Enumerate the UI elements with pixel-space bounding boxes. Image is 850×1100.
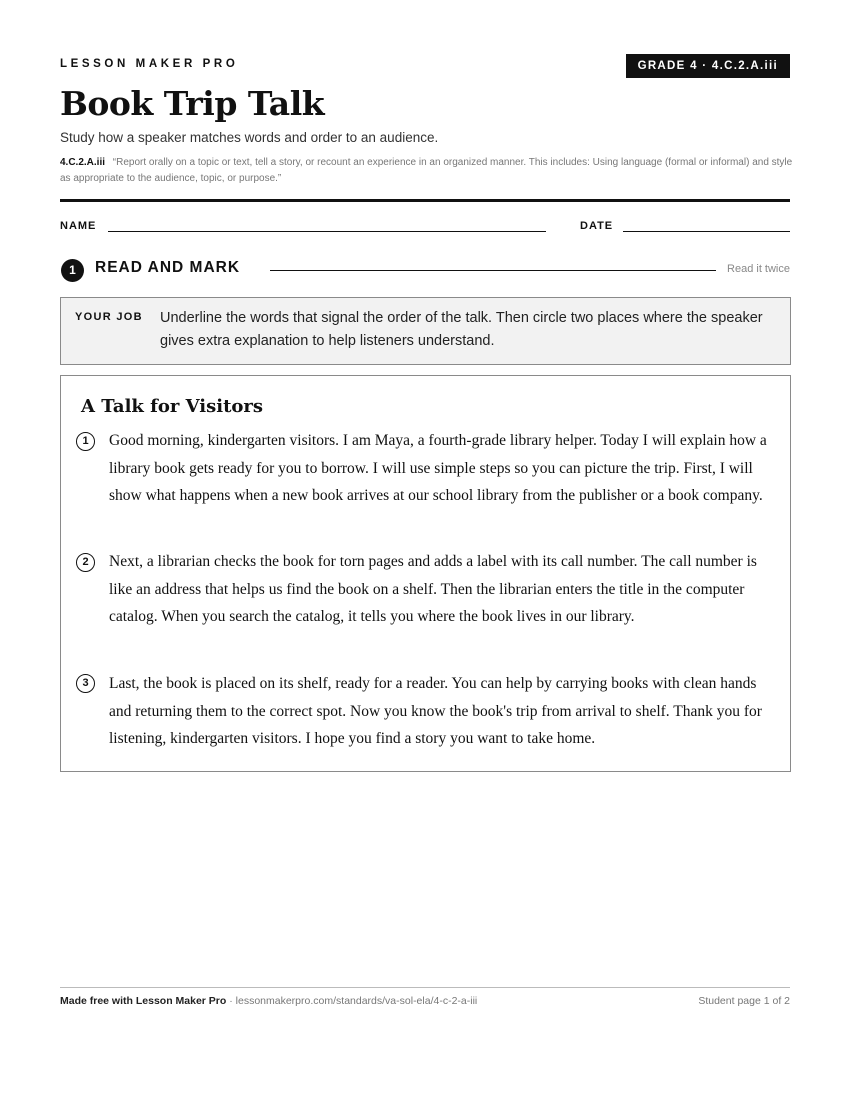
date-field-line[interactable] (623, 231, 790, 232)
section-number-badge: 1 (61, 259, 84, 282)
name-field-line[interactable] (108, 231, 546, 232)
footer-made-with: Made free with Lesson Maker Pro (60, 995, 227, 1007)
brand-name: LESSON MAKER PRO (60, 58, 239, 70)
paragraph-number-1: 1 (76, 432, 95, 451)
footer-page-number: Student page 1 of 2 (698, 995, 790, 1007)
your-job-text: Underline the words that signal the order of the talk. Then circle two places where the speaker gives extra explanation to help listeners understand. (160, 310, 763, 349)
paragraph-3: Last, the book is placed on its shelf, ready for a reader. You can help by carrying books with clean hands and returning them to the correct spot. Now you know the book's trip from arrival to shelf. Thank you for listening, kindergarten visitors. I hope you find a story you want to take home. (109, 675, 762, 748)
standard-text: “Report orally on a topic or text, tell a story, or recount an experience in an organized manner. This includes: Using language (formal or informal) and style as appropriate to the audience, topic, or purpose.” (60, 157, 793, 184)
section-title: READ AND MARK (95, 259, 241, 276)
passage-box (60, 375, 791, 772)
paragraph-1: Good morning, kindergarten visitors. I am Maya, a fourth-grade library helper. Today I will explain how a library book gets ready for you to borrow. I will use simple steps so you can picture the trip. First, I will show what happens when a new book arrives at our school library from the publisher or a book company. (109, 432, 767, 505)
standard-code: 4.C.2.A.iii (60, 157, 106, 168)
standard-description (60, 155, 795, 187)
passage-title: A Talk for Visitors (81, 396, 264, 417)
name-label: NAME (60, 220, 97, 232)
grade-badge: GRADE 4 · 4.C.2.A.iii (626, 54, 790, 78)
page-subtitle: Study how a speaker matches words and order to an audience. (60, 130, 439, 145)
paragraph-number-2: 2 (76, 553, 95, 572)
footer-divider (60, 987, 790, 988)
paragraph-number-3: 3 (76, 674, 95, 693)
page-title: Book Trip Talk (60, 84, 325, 123)
header-divider (60, 199, 790, 202)
section-divider (270, 270, 716, 271)
section-hint: Read it twice (727, 263, 790, 275)
paragraph-2: Next, a librarian checks the book for torn pages and adds a label with its call number. The call number is like an address that helps us find the book on a shelf. Then the librarian enters the title in the computer catalog. When you search the catalog, it tells you where the book lives in our library. (109, 553, 757, 626)
date-label: DATE (580, 220, 614, 232)
footer-credit (60, 995, 477, 1007)
footer-url[interactable]: lessonmakerpro.com/standards/va-sol-ela/4-c-2-a-iii (235, 995, 478, 1007)
footer-separator: · (226, 995, 236, 1007)
your-job-label: YOUR JOB (75, 311, 143, 323)
your-job-box (60, 297, 791, 365)
